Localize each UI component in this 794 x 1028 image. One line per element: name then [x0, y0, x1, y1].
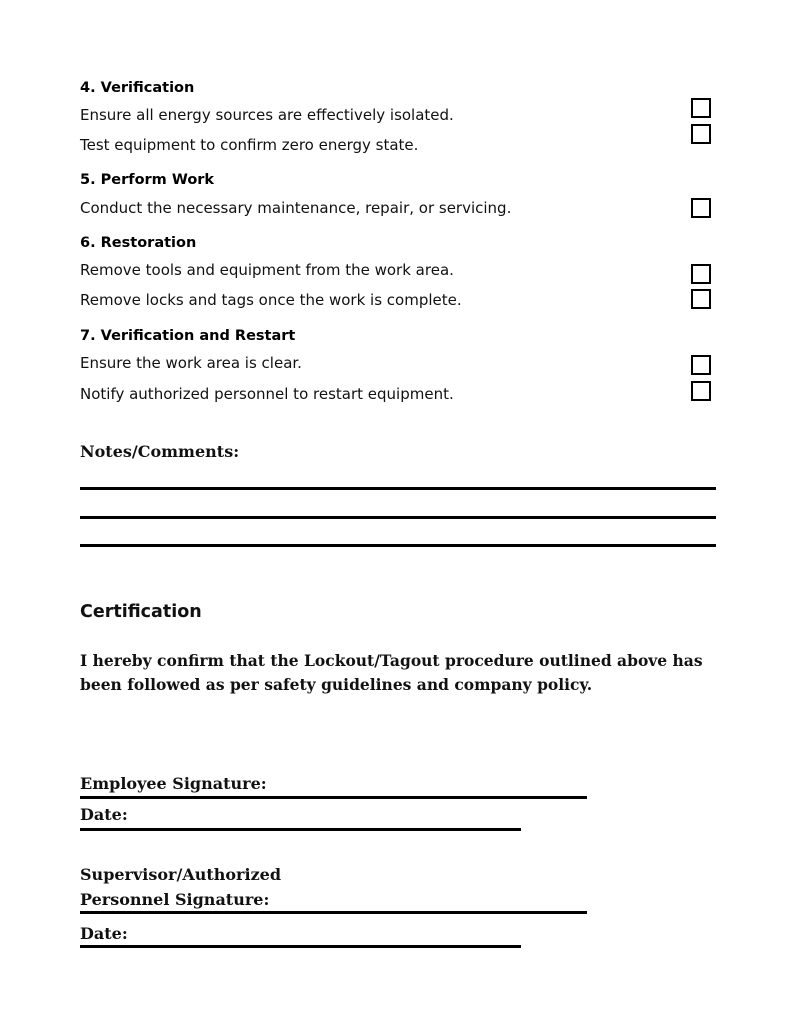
section-5-title: 5. Perform Work	[80, 172, 215, 188]
section-6-title: 6. Restoration	[80, 235, 197, 251]
employee-signature-line[interactable]	[80, 796, 587, 799]
checkbox[interactable]	[691, 355, 711, 375]
date-label: Date:	[80, 805, 128, 824]
checkbox[interactable]	[691, 98, 711, 118]
date-line[interactable]	[80, 945, 521, 948]
date-line[interactable]	[80, 828, 521, 831]
checkbox[interactable]	[691, 289, 711, 309]
section-7-title: 7. Verification and Restart	[80, 328, 296, 344]
checklist-item-text: Ensure the work area is clear.	[80, 354, 302, 372]
supervisor-signature-label-line1: Supervisor/Authorized	[80, 865, 282, 884]
checklist-item-text: Notify authorized personnel to restart equipment.	[80, 385, 454, 403]
checkbox[interactable]	[691, 264, 711, 284]
checkbox[interactable]	[691, 198, 711, 218]
employee-signature-label: Employee Signature:	[80, 774, 267, 793]
checkbox[interactable]	[691, 381, 711, 401]
certification-statement: I hereby confirm that the Lockout/Tagout procedure outlined above has been followed as per safety guidelines and company policy.	[80, 651, 703, 694]
section-4-title: 4. Verification	[80, 80, 195, 96]
supervisor-signature-label-line2: Personnel Signature:	[80, 890, 270, 909]
date-label: Date:	[80, 924, 128, 943]
notes-label: Notes/Comments:	[80, 442, 240, 461]
checklist-item-text: Conduct the necessary maintenance, repair, or servicing.	[80, 199, 512, 217]
supervisor-signature-line[interactable]	[80, 911, 587, 914]
notes-line[interactable]	[80, 516, 716, 519]
certification-title: Certification	[80, 602, 202, 622]
checklist-item-text: Remove locks and tags once the work is complete.	[80, 291, 462, 309]
checkbox[interactable]	[691, 124, 711, 144]
checklist-item-text: Remove tools and equipment from the work area.	[80, 261, 454, 279]
notes-line[interactable]	[80, 487, 716, 490]
checklist-item-text: Test equipment to confirm zero energy state.	[80, 136, 419, 154]
notes-line[interactable]	[80, 544, 716, 547]
checklist-item-text: Ensure all energy sources are effectively isolated.	[80, 106, 454, 124]
